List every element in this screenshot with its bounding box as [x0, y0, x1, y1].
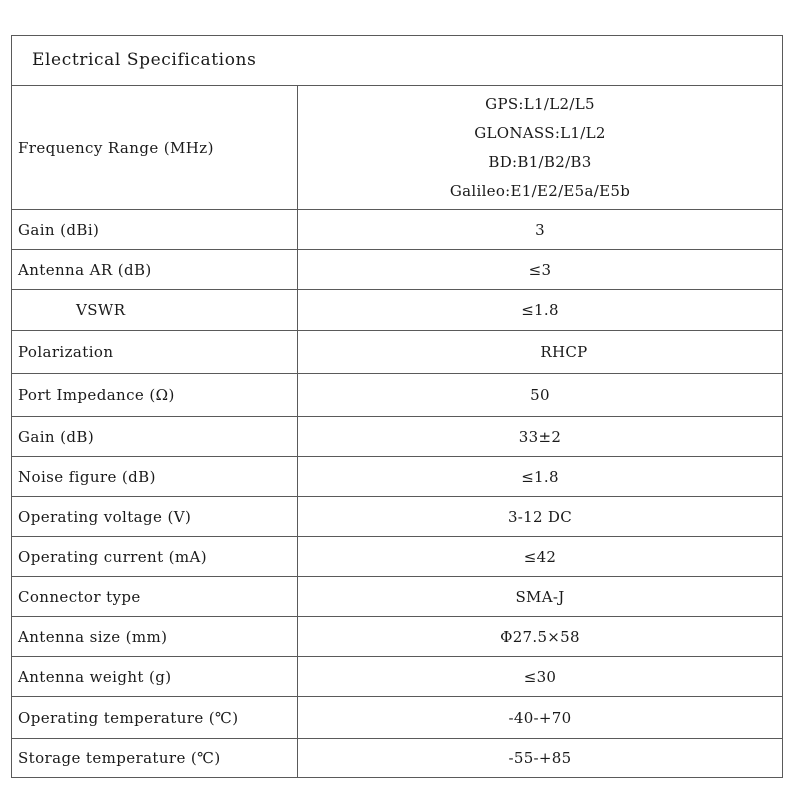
spec-label: Antenna AR (dB) [12, 250, 298, 290]
spec-label: Operating voltage (V) [12, 497, 298, 537]
spec-row-operating-temperature [12, 697, 783, 739]
spec-row-operating-voltage [12, 497, 783, 537]
spec-label: Polarization [12, 331, 298, 374]
frequency-galileo: Galileo:E1/E2/E5a/E5b [449, 181, 631, 200]
spec-label: Noise figure (dB) [12, 457, 298, 497]
spec-row-vswr [12, 290, 783, 331]
spec-label: Antenna size (mm) [12, 617, 298, 657]
frequency-range-values [298, 86, 783, 210]
spec-row-storage-temperature [12, 739, 783, 778]
title-row [12, 36, 783, 86]
spec-value: 33±2 [298, 417, 783, 457]
frequency-glonass: GLONASS:L1/L2 [474, 123, 606, 142]
spec-value: ≤1.8 [298, 457, 783, 497]
spec-value: 50 [298, 374, 783, 417]
spec-row-gain-db [12, 417, 783, 457]
spec-value: -55-+85 [298, 739, 783, 778]
spec-value: RHCP [298, 331, 783, 374]
frequency-range-row [12, 86, 783, 210]
spec-label: Port Impedance (Ω) [12, 374, 298, 417]
spec-label: Operating temperature (℃) [12, 697, 298, 739]
spec-label: Antenna weight (g) [12, 657, 298, 697]
spec-value: Φ27.5×58 [298, 617, 783, 657]
frequency-range-label: Frequency Range (MHz) [12, 86, 298, 210]
spec-row-operating-current [12, 537, 783, 577]
spec-value: SMA-J [298, 577, 783, 617]
spec-value: 3 [298, 210, 783, 250]
spec-label: Connector type [12, 577, 298, 617]
spec-row-connector-type [12, 577, 783, 617]
spec-row-noise-figure [12, 457, 783, 497]
electrical-specifications-table [11, 35, 783, 778]
spec-value: ≤1.8 [298, 290, 783, 331]
spec-row-port-impedance [12, 374, 783, 417]
spec-value: 3-12 DC [298, 497, 783, 537]
spec-row-polarization [12, 331, 783, 374]
spec-label: Storage temperature (℃) [12, 739, 298, 778]
spec-row-gain-dbi [12, 210, 783, 250]
spec-row-antenna-weight [12, 657, 783, 697]
spec-row-antenna-ar [12, 250, 783, 290]
frequency-gps: GPS:L1/L2/L5 [485, 94, 595, 113]
spec-value: -40-+70 [298, 697, 783, 739]
spec-value: ≤30 [298, 657, 783, 697]
spec-value: ≤42 [298, 537, 783, 577]
table-title: Electrical Specifications [12, 36, 783, 86]
spec-label: VSWR [12, 290, 298, 331]
spec-label: Gain (dBi) [12, 210, 298, 250]
spec-label: Gain (dB) [12, 417, 298, 457]
frequency-bd: BD:B1/B2/B3 [488, 152, 592, 171]
spec-row-antenna-size [12, 617, 783, 657]
spec-label: Operating current (mA) [12, 537, 298, 577]
spec-value: ≤3 [298, 250, 783, 290]
